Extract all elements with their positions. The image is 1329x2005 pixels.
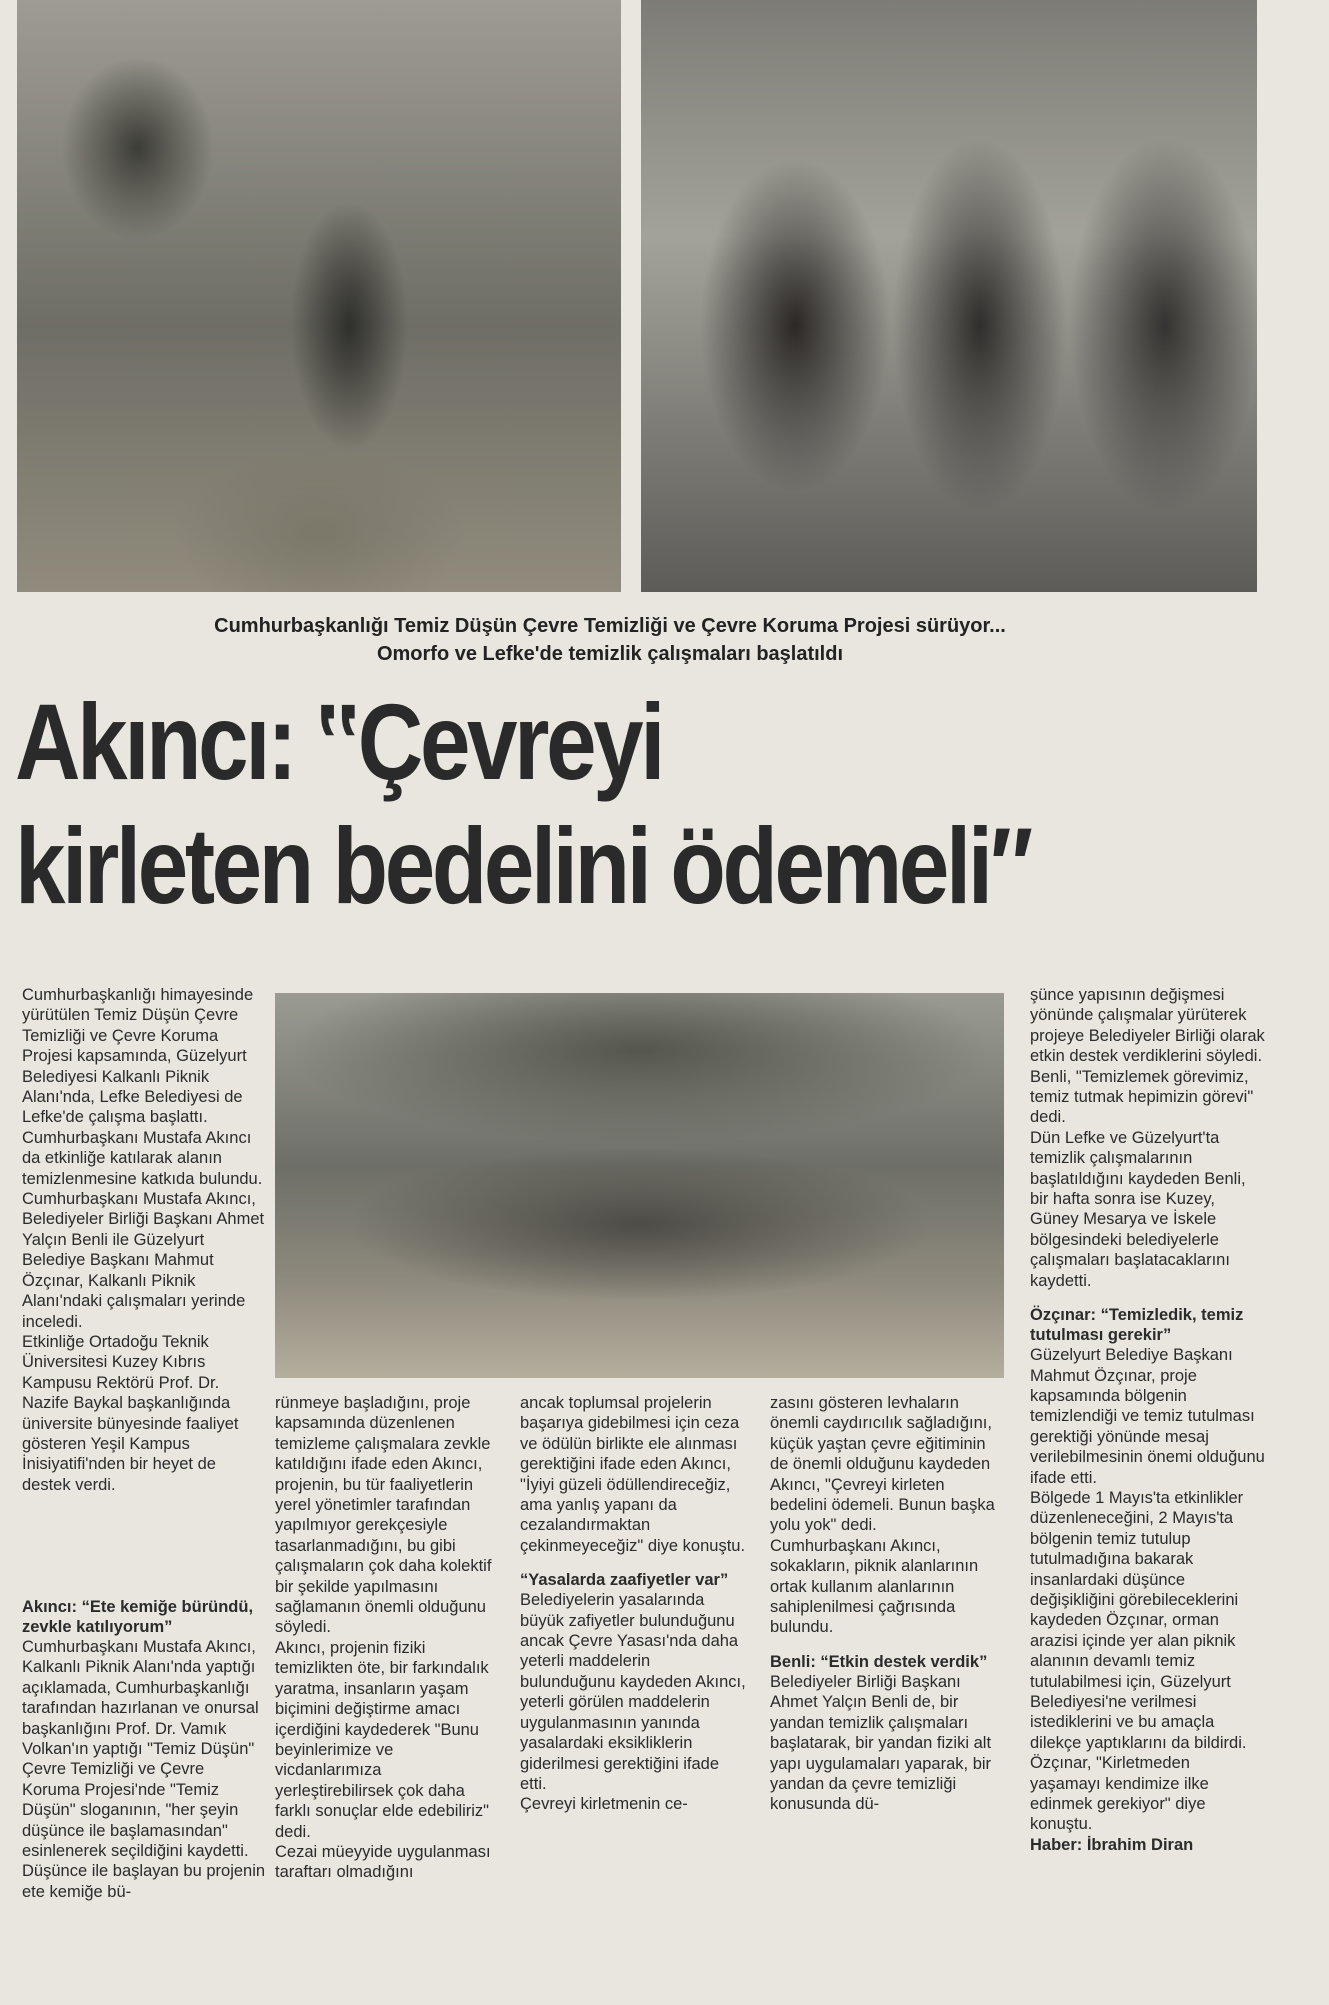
paragraph: Cumhurbaşkanı Mustafa Akıncı, Belediyeler Birliği Başkanı Ahmet Yalçın Benli ile Güzelyurt Belediye Başkanı Mahmut Özçınar, Kalkanlı Piknik Alanı'ndaki çalışmaları yerinde inceledi. [22, 1190, 265, 1331]
paragraph: Cezai müeyyide uygulanması taraftarı olmadığını [275, 1842, 491, 1882]
paragraph: rünmeye başladığını, proje kapsamında düzenlenen temizleme çalışmalara zevkle katıldığını ifade eden Akıncı, projenin, bu tür faaliyetlerin yerel yönetimler tarafından yapılmıyor gerekçesiyle tasarlanmadığını, bu gibi çalışmaların çok daha kolektif bir şekilde yapılmasını sağlamanın önemli olduğunu söyledi. [275, 1394, 492, 1637]
paragraph: Güzelyurt Belediye Başkanı Mahmut Özçınar, proje kapsamında bölgenin temizlendiği ve temiz tutulması gerektiği yönünde mesaj verilebilmesinin önemi olduğunu ifade etti. [1030, 1346, 1265, 1487]
paragraph: Cumhurbaşkanı Akıncı, sokakların, piknik alanlarının ortak kullanım alanlarının sahiplenilmesi çağrısında bulundu. [770, 1536, 979, 1637]
headline-line-1: Akıncı: ‟Çevreyi [15, 681, 663, 802]
paragraph: Benli, "Temizlemek görevimiz, temiz tutmak hepimizin görevi" dedi. [1030, 1067, 1254, 1127]
headline [15, 680, 1107, 928]
headline-line-2: kirleten bedelini ödemeli″ [15, 805, 1030, 926]
paragraph: Belediyelerin yasalarında büyük zafiyetler bulunduğunu ancak Çevre Yasası'nda daha yeterli maddelerin bulunduğunu kaydeden Akıncı, yeterli görülen maddelerin uygulanmasının yanında yasalardaki eksikliklerin giderilmesi gerektiğini ifade etti. [520, 1591, 746, 1793]
article-column-4 [770, 1393, 1000, 1815]
article-column-2 [275, 1393, 499, 1883]
paragraph: Etkinliğe Ortadoğu Teknik Üniversitesi Kuzey Kıbrıs Kampusu Rektörü Prof. Dr. Nazife Baykal başkanlığında üniversite bünyesinde faaliyet gösteren Yeşil Kampus İnisiyatifi'nden bir heyet de destek verdi. [22, 1332, 239, 1494]
photo-cleanup-garbage-bin [17, 0, 621, 592]
subheadline: Cumhurbaşkanlığı Temiz Düşün Çevre Temizliği ve Çevre Koruma Projesi sürüyor... Omorfo ve Lefke'de temizlik çalışmaları başlatıldı [214, 615, 1006, 665]
photo-group-volunteers [275, 993, 1004, 1378]
photo-interview-microphones [641, 0, 1257, 592]
paragraph: Cumhurbaşkanlığı himayesinde yürütülen Temiz Düşün Çevre Temizliği ve Çevre Koruma Projesi kapsamında, Güzelyurt Belediyesi Kalkanlı Piknik Alanı'nda, Lefke Belediyesi de Lefke'de çalışma başlattı. [22, 986, 254, 1127]
paragraph: Belediyeler Birliği Başkanı Ahmet Yalçın Benli de, bir yandan temizlik çalışmaları başlatarak, bir yandan fiziki alt yapı uygulamaları yaparak, bir yandan da çevre temizliği konusunda dü- [770, 1672, 992, 1814]
section-subhead: Benli: “Etkin destek verdik” [770, 1652, 988, 1671]
paragraph: Dün Lefke ve Güzelyurt'ta temizlik çalışmalarının başlatıldığını kaydeden Benli, bir hafta sonra ise Kuzey, Güney Mesarya ve İskele bölgesindeki belediyelerle çalışmaları başlatacaklarını kaydetti. [1030, 1128, 1246, 1290]
paragraph: şünce yapısının değişmesi yönünde çalışmalar yürüterek projeye Belediyeler Birliği olarak etkin destek verdiklerini söyledi. [1030, 986, 1265, 1066]
article-column-3 [520, 1393, 750, 1815]
section-subhead: Özçınar: “Temizledik, temiz tutulması gerekir” [1030, 1306, 1244, 1345]
paragraph: Cumhurbaşkanı Mustafa Akıncı, Kalkanlı Piknik Alanı'nda yaptığı açıklamada, Cumhurbaşkanlığı tarafından hazırlanan ve onursal başkanlığını Prof. Dr. Vamık Volkan'ın yaptığı "Temiz Düşün" Çevre Temizliği ve Çevre Koruma Projesi'nde "Temiz Düşün" sloganının, "her şeyin düşünce ile başlamasından" esinlenerek seçildiğini kaydetti. [22, 1638, 259, 1861]
paragraph: ancak toplumsal projelerin başarıya gidebilmesi için ceza ve ödülün birlikte ele alınması gerektiğini ifade eden Akıncı, "İyiyi güzeli ödüllendireceğiz, ama yanlış yapanı da cezalandırmaktan çekinmeyeceğiz" diye konuştu. [520, 1394, 746, 1555]
paragraph: Düşünce ile başlayan bu projenin ete kemiğe bü- [22, 1862, 266, 1901]
article-column-1-top [22, 985, 266, 1495]
paragraph: Akıncı, projenin fiziki temizlikten öte, bir farkındalık yaratma, insanların yaşam biçimini değiştirme amacı içerdiğini kaydederek "Bunu beyinlerimize ve vicdanlarımıza yerleştirebilirsek çok daha farklı sonuçlar elde edebiliriz" dedi. [275, 1638, 490, 1841]
section-subhead: Akıncı: “Ete kemiğe büründü, zevkle katılıyorum” [22, 1598, 254, 1636]
section-subhead: “Yasalarda zaafiyetler var” [520, 1571, 729, 1590]
paragraph: Özçınar, "Kirletmeden yaşamayı kendimize ilke edinmek gerekiyor" diye konuştu. [1030, 1754, 1209, 1834]
byline: Haber: İbrahim Diran [1030, 1835, 1194, 1854]
paragraph: Bölgede 1 Mayıs'ta etkinlikler düzenleneceğini, 2 Mayıs'ta bölgenin temiz tutulup tutulmadığına bakarak insanlardaki düşünce değişikliğini görebileceklerini kaydeden Özçınar, orman arazisi içinde yer alan piknik alanının devamlı temiz tutulabilmesi için, Güzelyurt Belediyesi'ne verilmesi istediklerini ve bu amaçla dilekçe yaptıklarını da bildirdi. [1030, 1488, 1247, 1752]
article-column-1-bottom [22, 1583, 266, 1902]
paragraph: Çevreyi kirletmenin ce- [520, 1795, 688, 1814]
paragraph: zasını gösteren levhaların önemli caydırıcılık sağladığını, küçük yaştan çevre eğitiminin de önemli olduğunu kaydeden Akıncı, "Çevreyi kirleten bedelini ödemeli. Bunun başka yolu yok" dedi. [770, 1394, 995, 1535]
paragraph: Cumhurbaşkanı Mustafa Akıncı da etkinliğe katılarak alanın temizlenmesine katkıda bulundu. [22, 1128, 263, 1188]
article-column-5 [1030, 985, 1265, 1855]
